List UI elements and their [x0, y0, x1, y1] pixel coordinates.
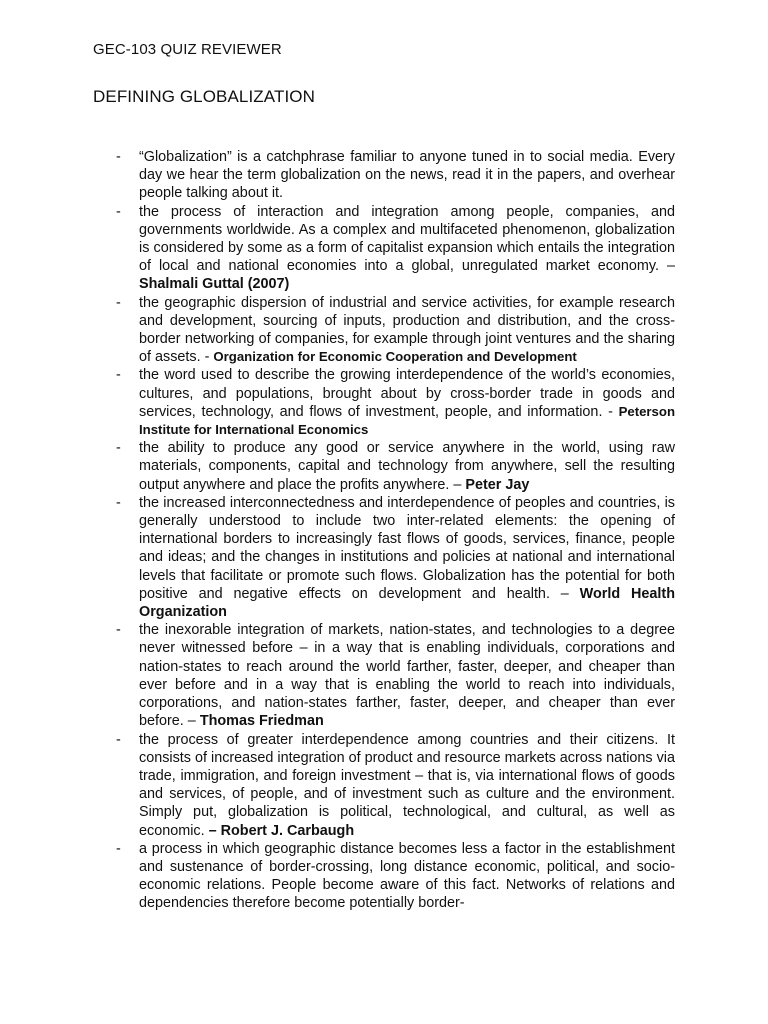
- list-item: [0, 731, 768, 840]
- definition-source: Organization for Economic Cooperation and Development: [213, 349, 577, 365]
- bullet-dash: -: [116, 440, 121, 457]
- list-item: [0, 366, 768, 439]
- definition-source: Peterson Institute for International Economics: [139, 403, 675, 438]
- definition-text: the geographic dispersion of industrial and service activities, for example research and development, sourcing of inputs, production and distribution, and the cross-border networking of companies, for example through joint ventures and the sharing of assets. -: [139, 294, 675, 366]
- bullet-dash: -: [116, 367, 121, 384]
- list-item: [0, 203, 768, 294]
- list-item: [0, 294, 768, 367]
- definition-text: the process of interaction and integration among people, companies, and governments worldwide. As a complex and multifaceted phenomenon, globalization is considered by some as a form of capitalist expansion which entails the integration of local and national economies into a global, unregulated market economy. –: [139, 203, 675, 275]
- definition-text: the process of greater interdependence among countries and their citizens. It consists of increased integration of product and resource markets across nations via trade, immigration, and foreign investment – that is, via international flows of goods and services, of people, and of investment such as culture and the environment. Simply put, globalization is political, technological, and cultural, as well as economic.: [139, 731, 675, 839]
- list-item: [0, 840, 768, 913]
- list-item: [0, 439, 768, 494]
- bullet-dash: -: [116, 840, 121, 857]
- bullet-dash: -: [116, 294, 121, 311]
- definition-text: the word used to describe the growing interdependence of the world’s economies, cultures, and populations, brought about by cross-border trade in goods and services, technology, and flows of investment, people, and information. -: [139, 367, 675, 420]
- bullet-dash: -: [116, 203, 121, 220]
- list-item: [0, 494, 768, 621]
- definition-source: Thomas Friedman: [199, 713, 324, 730]
- section-title: DEFINING GLOBALIZATION: [93, 87, 315, 106]
- definition-source: Peter Jay: [465, 476, 530, 493]
- definition-text: “Globalization” is a catchphrase familiar to anyone tuned in to social media. Every day we hear the term globalization on the news, read it in the papers, and overhear people talking about it.: [139, 149, 675, 202]
- definition-source: – Robert J. Carbaugh: [208, 822, 355, 839]
- list-item: [0, 148, 768, 203]
- definition-source: World Health Organization: [139, 585, 675, 621]
- bullet-dash: -: [116, 731, 121, 748]
- definition-text: a process in which geographic distance becomes less a factor in the establishment and sustenance of border-crossing, long distance economic, political, and socio-economic relations. People become aware of this fact. Networks of relations and dependencies therefore become potentially border-: [139, 840, 675, 912]
- definition-list: [0, 148, 768, 913]
- bullet-dash: -: [116, 149, 121, 165]
- definition-text: the ability to produce any good or service anywhere in the world, using raw materials, components, capital and technology from anywhere, sell the resulting output anywhere and place the profits anywhere. –: [139, 440, 675, 493]
- definition-text: the increased interconnectedness and interdependence of peoples and countries, is generally understood to include two inter-related elements: the opening of international borders to increasingly fast flows of goods, services, finance, people and ideas; and the changes in institutions and policies at national and international levels that facilitate or promote such flows. Globalization has the potential for both positive and negative effects on development and health. –: [139, 494, 675, 602]
- list-item: [0, 621, 768, 730]
- page-header: GEC-103 QUIZ REVIEWER: [93, 41, 282, 58]
- definition-source: Shalmali Guttal (2007): [139, 276, 290, 293]
- bullet-dash: -: [116, 622, 121, 639]
- definition-text: the inexorable integration of markets, nation-states, and technologies to a degree never witnessed before – in a way that is enabling individuals, corporations and nation-states to reach around the world farther, faster, deeper, and cheaper than ever before and in a way that is enabling the world to reach into individuals, corporations, and nation-states farther, faster, deeper, and cheaper than ever before. –: [139, 622, 675, 730]
- bullet-dash: -: [116, 494, 121, 511]
